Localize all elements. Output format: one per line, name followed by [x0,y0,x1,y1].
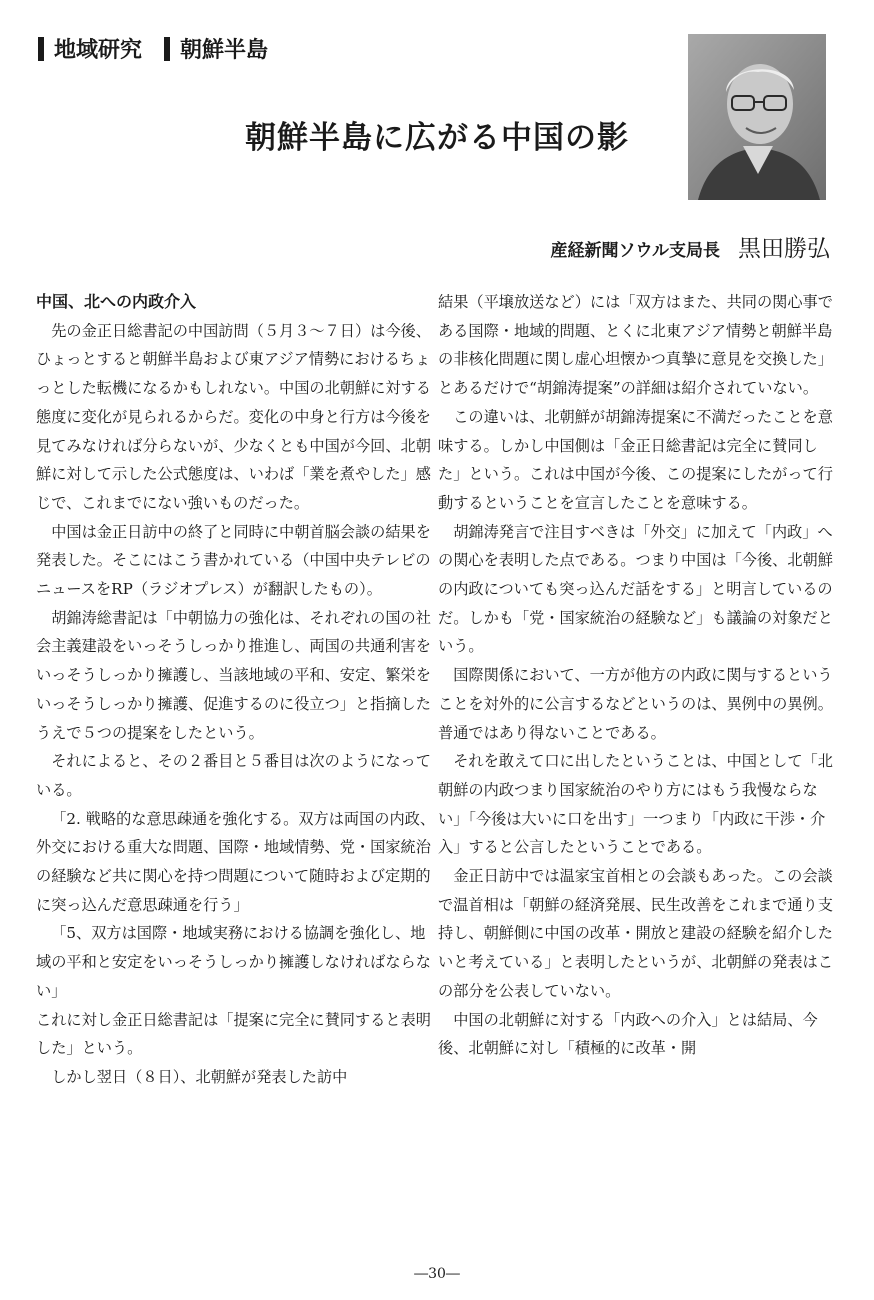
header-topic: 朝鮮半島 [180,38,269,63]
byline [551,230,831,263]
paragraph: これに対し金正日総書記は「提案に完全に賛同すると表明した」という。 [36,1010,431,1058]
paragraph: この違いは、北朝鮮が胡錦涛提案に不満だったことを意味する。しかし中国側は「金正日総書記は完全に賛同した」という。これは中国が今後、この提案にしたがって行動するということを宣言したことを意味する。 [438,407,833,512]
section-heading: 中国、北への内政介入 [36,292,197,311]
paragraph: 結果（平壌放送など）には「双方はまた、共同の関心事である国際・地域的問題、とくに北東アジア情勢と朝鮮半島の非核化問題に関し虚心坦懐かつ真摯に意見を交換した」とあるだけで“胡錦涛提案”の詳細は紹介されていない。 [438,293,833,398]
header-bar-icon [38,37,44,61]
article-title: 朝鮮半島に広がる中国の影 [245,120,629,156]
paragraph: 先の金正日総書記の中国訪問（５月３～７日）は今後、ひょっとすると朝鮮半島および東アジア情勢におけるちょっとした転機になるかもしれない。中国の北朝鮮に対する態度に変化が見られるからだ。変化の中身と行方は今後を見てみなければ分らないが、少なくとも中国が今回、北朝鮮に対して示した公式態度は、いわば「業を煮やした」感じで、これまでにない強いものだった。 [36,321,431,512]
left-column [36,288,436,1092]
paragraph: 中国は金正日訪中の終了と同時に中朝首脳会談の結果を発表した。そこにはこう書かれている（中国中央テレビのニュースをRP（ラジオプレス）が翻訳したもの）。 [36,522,431,599]
paragraph: 中国の北朝鮮に対する「内政への介入」とは結局、今後、北朝鮮に対し「積極的に改革・開 [438,1010,818,1058]
paragraph: しかし翌日（８日）、北朝鮮が発表した訪中 [51,1067,348,1086]
header-bar-icon [164,37,170,61]
portrait-image [688,34,826,200]
author-name: 黒田勝弘 [738,236,830,262]
right-column [438,288,838,1063]
paragraph: 胡錦涛総書記は「中朝協力の強化は、それぞれの国の社会主義建設をいっそうしっかり推進し、両国の共通利害をいっそうしっかり擁護し、当該地域の平和、安定、繁栄をいっそうしっかり擁護、促進するのに役立つ」と指摘したうえで５つの提案をしたという。 [36,608,431,742]
section-header [38,33,268,64]
page-number: ―30― [414,1266,460,1282]
paragraph: それによると、その２番目と５番目は次のようになっている。 [36,752,431,799]
quote-paragraph: 「5、双方は国際・地域実務における協調を強化し、地域の平和と安定をいっそうしっかり擁護しなければならない」 [36,924,431,1000]
header-category: 地域研究 [54,38,143,63]
author-affiliation: 産経新聞ソウル支局長 [550,241,720,261]
quote-paragraph: 「2. 戦略的な意思疎通を強化する。双方は両国の内政、外交における重大な問題、国際・地域情勢、党・国家統治の経験など共に関心を持つ問題について随時および定期的に突っ込んだ意思疎通を行う」 [36,809,436,914]
paragraph: 国際関係において、一方が他方の内政に関与するということを対外的に公言するなどというのは、異例中の異例。普通ではあり得ないことである。 [438,666,833,742]
paragraph: 胡錦涛発言で注目すべきは「外交」に加えて「内政」への関心を表明した点である。つまり中国は「今後、北朝鮮の内政についても突っ込んだ話をする」と明言しているのだ。しかも「党・国家統治の経験など」も議論の対象だという。 [438,522,833,656]
author-photo [688,34,826,200]
paragraph: それを敢えて口に出したということは、中国として「北朝鮮の内政つまり国家統治のやり方にはもう我慢ならない」「今後は大いに口を出す」一つまり「内政に干渉・介入」すると公言したということである。 [438,752,833,857]
paragraph: 金正日訪中では温家宝首相との会談もあった。この会談で温首相は「朝鮮の経済発展、民生改善をこれまで通り支持し、朝鮮側に中国の改革・開放と建設の経験を紹介したいと考えている」と表明したというが、北朝鮮の発表はこの部分を公表していない。 [438,867,833,1000]
